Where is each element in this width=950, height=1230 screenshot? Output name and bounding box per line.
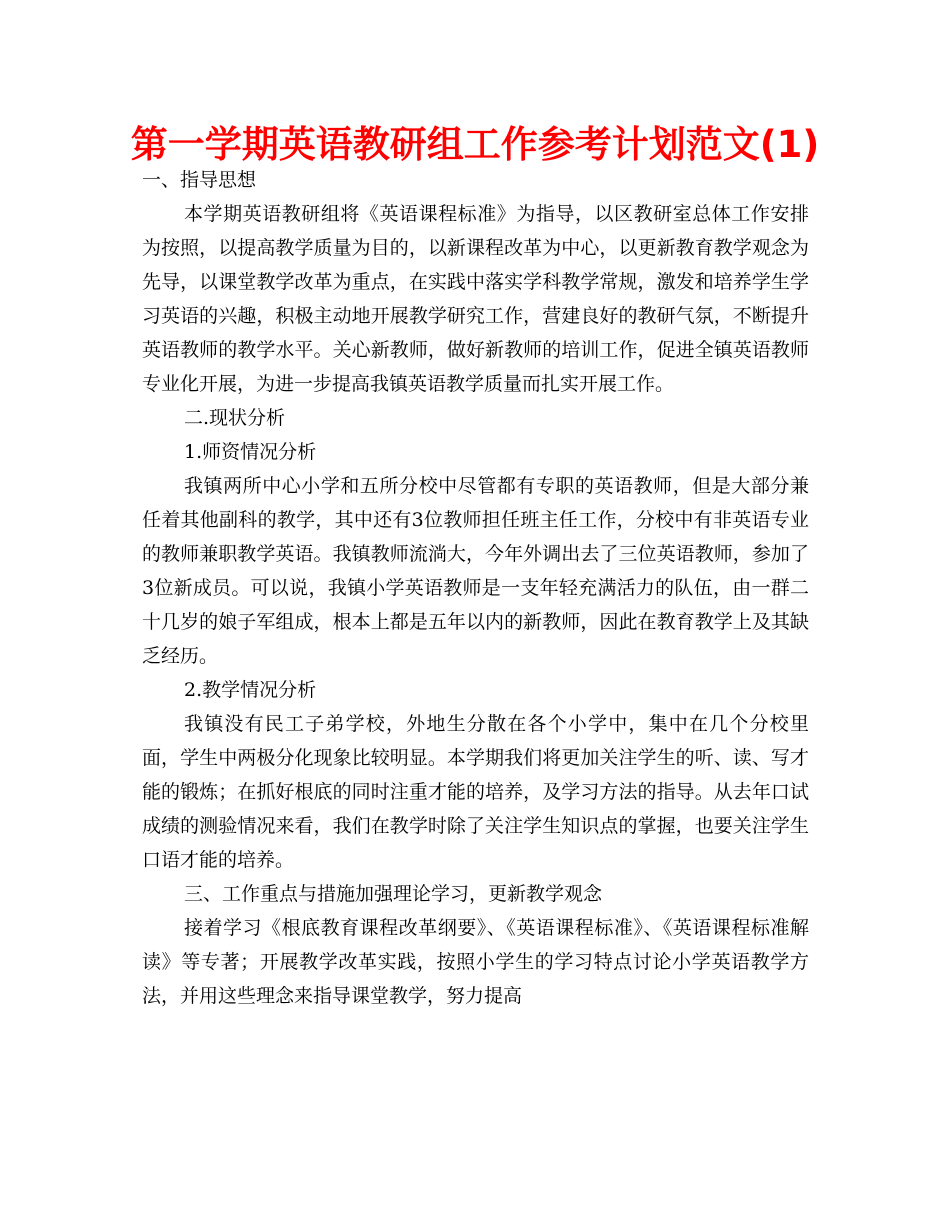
section-heading-work-focus: 三、工作重点与措施加强理论学习，更新教学观念 xyxy=(184,883,603,905)
paragraph-work-focus: 接着学习《根底教育课程改革纲要》、《英语课程标准》、《英语课程标准解读》等专著；开展教学改革实践，按照小学生的学习特点讨论小学英语教学方法，并用这些理念来指导课堂教学，努力提高 xyxy=(142,917,809,1007)
subsection-heading-teacher-analysis: 1.师资情况分析 xyxy=(184,441,317,463)
section-heading-guiding-ideology: 一、指导思想 xyxy=(142,169,257,191)
document-title: 第一学期英语教研组工作参考计划范文(1) xyxy=(130,123,820,166)
subsection-heading-teaching-analysis: 2.教学情况分析 xyxy=(184,679,317,701)
paragraph-guiding-ideology: 本学期英语教研组将《英语课程标准》为指导，以区教研室总体工作安排为按照，以提高教学质量为目的，以新课程改革为中心，以更新教育教学观念为先导，以课堂教学改革为重点，在实践中落实学科教学常规，激发和培养学生学习英语的兴趣，积极主动地开展教学研究工作，营建良好的教研气氛，不断提升英语教师的教学水平。关心新教师，做好新教师的培训工作，促进全镇英语教师专业化开展，为进一步提高我镇英语教学质量而扎实开展工作。 xyxy=(142,203,809,395)
paragraph-teaching-analysis: 我镇没有民工子弟学校，外地生分散在各个小学中，集中在几个分校里面，学生中两极分化现象比较明显。本学期我们将更加关注学生的听、读、写才能的锻炼；在抓好根底的同时注重才能的培养，及学习方法的指导。从去年口试成绩的测验情况来看，我们在教学时除了关注学生知识点的掌握，也要关注学生口语才能的培养。 xyxy=(142,713,809,871)
section-heading-status-analysis: 二.现状分析 xyxy=(184,407,286,429)
document-body xyxy=(142,163,809,1013)
paragraph-teacher-analysis: 我镇两所中心小学和五所分校中尽管都有专职的英语教师，但是大部分兼任着其他副科的教学，其中还有3位教师担任班主任工作，分校中有非英语专业的教师兼职教学英语。我镇教师流淌大，今年外调出去了三位英语教师，参加了3位新成员。可以说，我镇小学英语教师是一支年轻充满活力的队伍，由一群二十几岁的娘子军组成，根本上都是五年以内的新教师，因此在教育教学上及其缺乏经历。 xyxy=(142,475,809,667)
